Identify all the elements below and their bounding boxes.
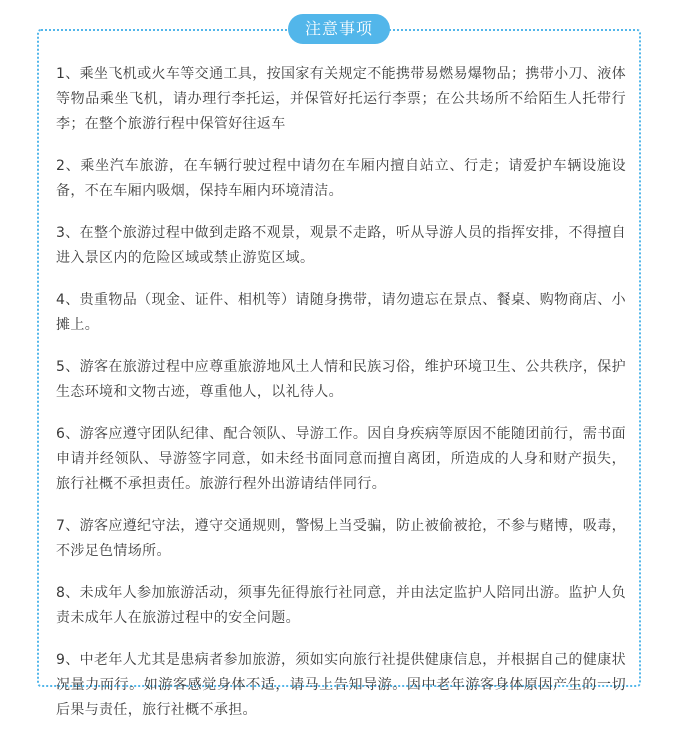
notice-item-6: 6、游客应遵守团队纪律、配合领队、导游工作。因自身疾病等原因不能随团前行，需书面申请并经领队、导游签字同意，如未经书面同意而擅自离团，所造成的人身和财产损失，旅行社概不承担责任。旅游行程外出游请结伴同行。 [56, 426, 626, 492]
notice-item-2: 2、乘坐汽车旅游，在车辆行驶过程中请勿在车厢内擅自站立、行走；请爱护车辆设施设备，不在车厢内吸烟，保持车厢内环境清洁。 [56, 158, 626, 199]
title-badge: 注意事项 [288, 14, 390, 44]
notice-item-1: 1、乘坐飞机或火车等交通工具，按国家有关规定不能携带易燃易爆物品；携带小刀、液体等物品乘坐飞机，请办理行李托运，并保管好托运行李票；在公共场所不给陌生人托带行李；在整个旅游行程中保管好往返车 [56, 66, 626, 132]
notice-item-8: 8、未成年人参加旅游活动，须事先征得旅行社同意，并由法定监护人陪同出游。监护人负责未成年人在旅游过程中的安全问题。 [56, 585, 626, 626]
notice-list [56, 62, 626, 740]
notice-item-5: 5、游客在旅游过程中应尊重旅游地风土人情和民族习俗，维护环境卫生、公共秩序，保护生态环境和文物古迹，尊重他人，以礼待人。 [56, 359, 626, 400]
notice-item-3: 3、在整个旅游过程中做到走路不观景，观景不走路，听从导游人员的指挥安排，不得擅自进入景区内的危险区域或禁止游览区域。 [56, 225, 626, 266]
notice-item-7: 7、游客应遵纪守法，遵守交通规则，警惕上当受骗，防止被偷被抢，不参与赌博，吸毒，不涉足色情场所。 [56, 518, 626, 559]
notice-item-4: 4、贵重物品（现金、证件、相机等）请随身携带，请勿遗忘在景点、餐桌、购物商店、小摊上。 [56, 292, 626, 333]
notice-item-9: 9、中老年人尤其是患病者参加旅游，须如实向旅行社提供健康信息，并根据自己的健康状况量力而行。如游客感觉身体不适，请马上告知导游。因中老年游客身体原因产生的一切后果与责任，旅行社概不承担。 [56, 652, 626, 718]
